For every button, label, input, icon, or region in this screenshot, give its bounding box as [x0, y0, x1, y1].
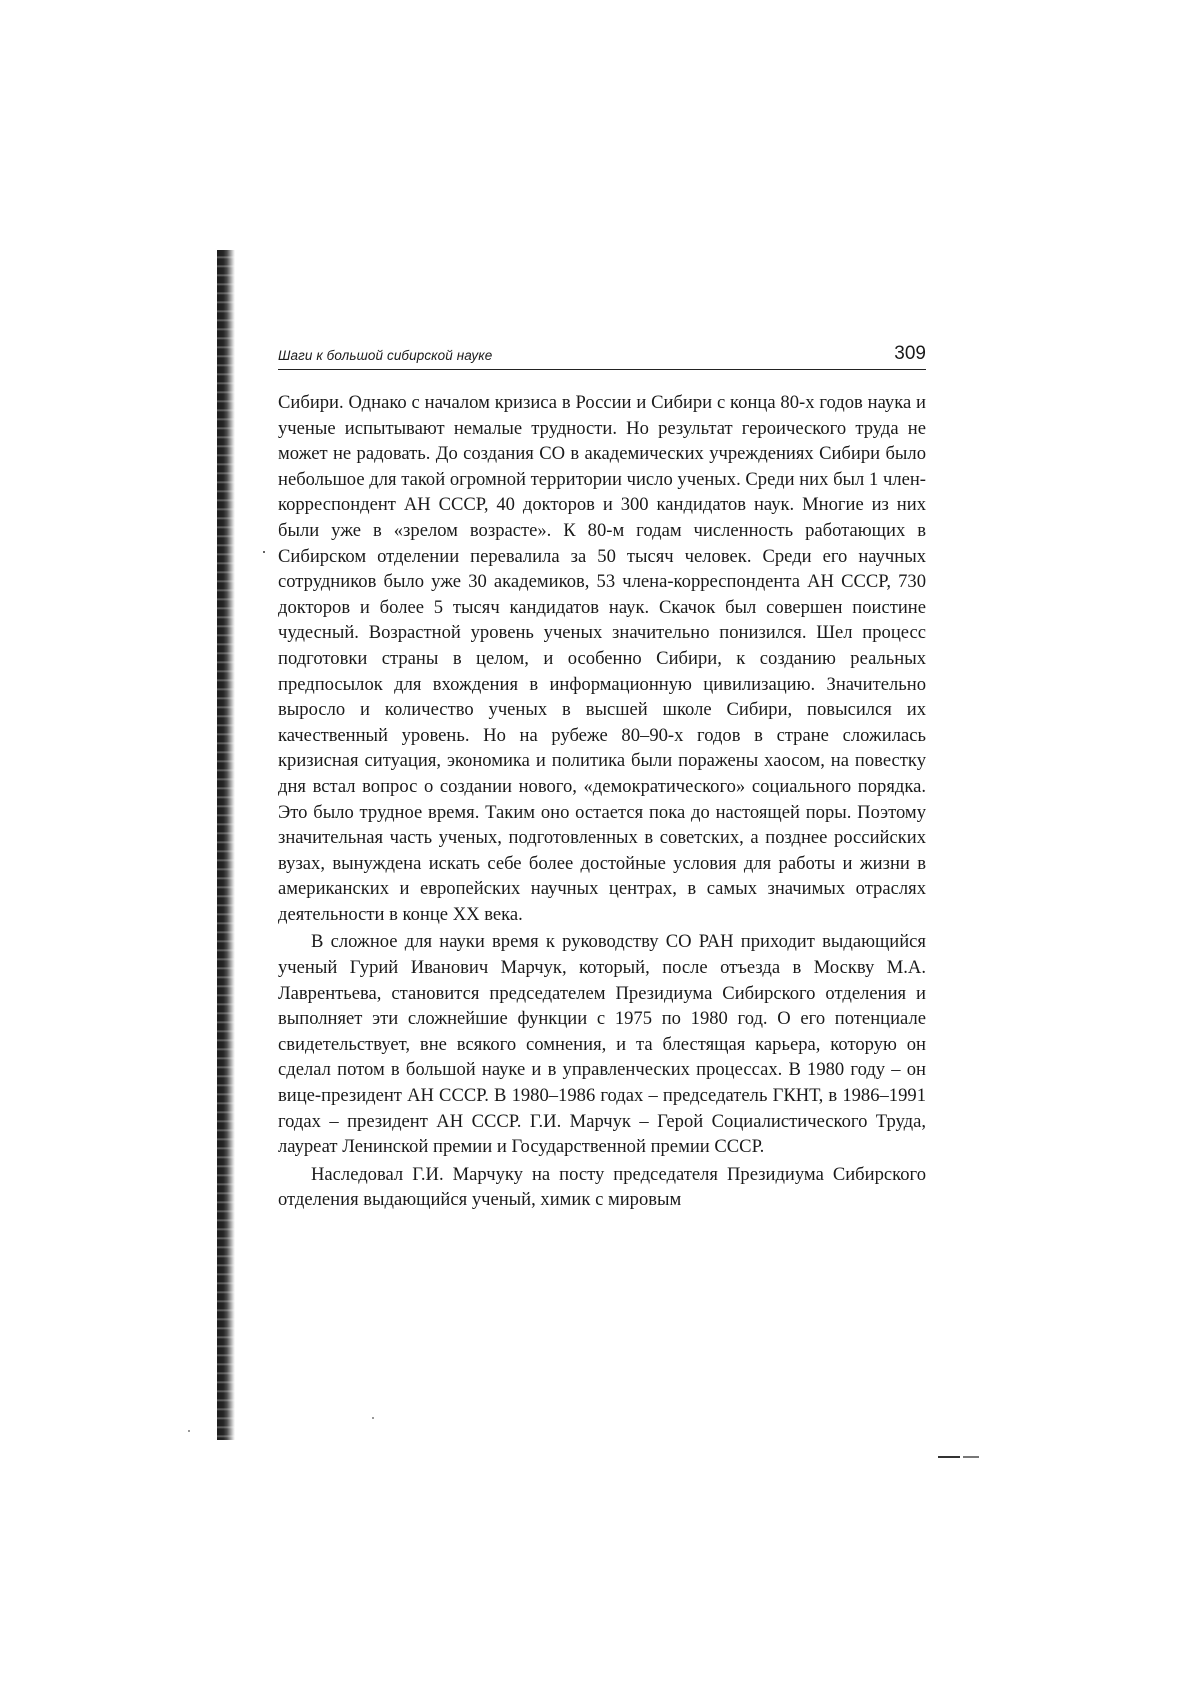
paragraph-3: Наследовал Г.И. Марчуку на посту председателя Президиума Сибирского отделения выдающийся ученый, химик с мировым — [278, 1163, 926, 1211]
paragraph-2: В сложное для науки время к руководству СО РАН приходит выдающийся ученый Гурий Иванович Марчук, который, после отъезда в Москву М.А. Лаврентьева, становится председателем Президиума Сибирского отделения и выполняет эти сложнейшие функции с 1975 по 1980 год. О его потенциале свидетельствует, вне всякого сомнения, и та блестящая карьера, которую он сделал потом в большой науке и в управленческих процессах. В 1980 году – он вице-президент АН СССР. В 1980–1986 годах – председатель ГКНТ, в 1986–1991 годах – президент АН СССР. Г.И. Марчук – Герой Социалистического Труда, лауреат Ленинской премии и Государственной премии СССР. — [278, 931, 926, 1158]
scan-artifact-dot — [372, 1417, 374, 1419]
scan-binding-shadow — [217, 250, 235, 1440]
scan-artifact-dash — [938, 1456, 960, 1458]
page-body — [278, 390, 926, 1215]
running-title: Шаги к большой сибирской науке — [278, 348, 493, 363]
scan-artifact-dot — [263, 551, 265, 553]
scan-artifact-dot — [188, 1430, 190, 1432]
paragraph-1: Сибири. Однако с началом кризиса в России и Сибири с конца 80-х годов наука и ученые испытывают немалые трудности. Но результат героического труда не может не радовать. До создания СО в академических учреждениях Сибири было небольшое для такой огромной территории число ученых. Среди них был 1 член-корреспондент АН СССР, 40 докторов и 300 кандидатов наук. Многие из них были уже в «зрелом возрасте». К 80-м годам численность работающих в Сибирском отделении перевалила за 50 тысяч человек. Среди его научных сотрудников было уже 30 академиков, 53 члена-корреспондента АН СССР, 730 докторов и более 5 тысяч кандидатов наук. Скачок был совершен поистине чудесный. Возрастной уровень ученых значительно понизился. Шел процесс подготовки страны в целом, и особенно Сибири, к созданию реальных предпосылок для вхождения в информационную цивилизацию. Значительно выросло и количество ученых в высшей школе Сибири, повысился их качественный уровень. Но на рубеже 80–90-х годов в стране сложилась кризисная ситуация, экономика и политика были поражены хаосом, на повестку дня встал вопрос о создании нового, «демократического» социального порядка. Это было трудное время. Таким оно остается пока до настоящей поры. Поэтому значительная часть ученых, подготовленных в советских, а позднее российских вузах, вынуждена искать себе более достойные условия для работы и жизни в американских и европейских научных центрах, в самых значимых отраслях деятельности в конце XX века. — [278, 392, 926, 925]
scan-artifact-dash — [963, 1456, 979, 1458]
running-header — [278, 339, 926, 370]
page-number: 309 — [894, 343, 926, 364]
